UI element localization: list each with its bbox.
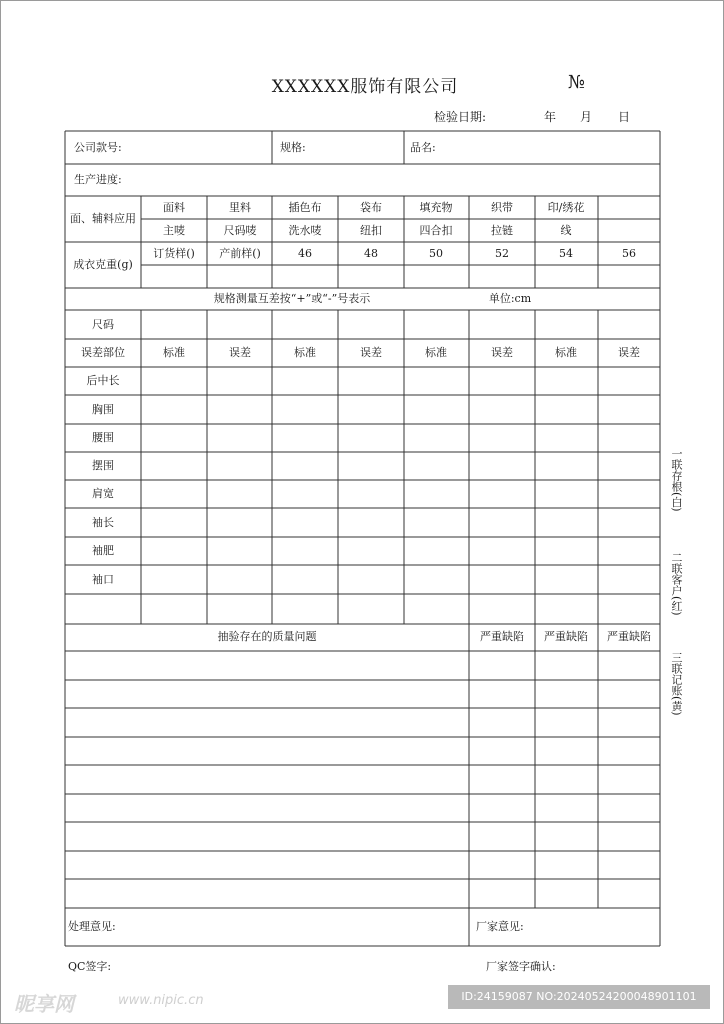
material-cell: 拉链	[491, 224, 513, 237]
material-cell: 四合扣	[419, 224, 453, 237]
handling-opinion-label: 处理意见:	[68, 920, 116, 933]
standard-header: 标准	[555, 346, 577, 359]
material-cell: 填充物	[419, 201, 453, 214]
material-cell: 线	[560, 224, 572, 237]
size-value: 56	[622, 247, 636, 260]
error-header: 误差	[618, 346, 640, 359]
material-cell: 主唛	[163, 224, 185, 237]
part-sleeve-length: 袖长	[92, 516, 114, 529]
order-sample-label: 订货样()	[153, 247, 195, 260]
factory-opinion-label: 厂家意见:	[476, 920, 524, 933]
unit-label: 单位:cm	[488, 292, 532, 305]
part-chest: 胸围	[92, 403, 114, 416]
severe-defect-header: 严重缺陷	[480, 630, 524, 643]
measurement-note: 规格测量互差按“+”或“-”号表示	[213, 292, 371, 305]
part-sleeve-width: 袖肥	[92, 544, 114, 557]
production-progress-label: 生产进度:	[74, 173, 122, 186]
garment-weight-label: 成衣克重(g)	[73, 258, 133, 271]
size-value: 54	[559, 247, 573, 260]
material-cell: 印/绣花	[547, 201, 585, 214]
error-header: 误差	[360, 346, 382, 359]
severe-defect-header: 严重缺陷	[607, 630, 651, 643]
date-year-label: 年	[544, 110, 557, 124]
standard-header: 标准	[163, 346, 185, 359]
error-header: 误差	[491, 346, 513, 359]
error-header: 误差	[229, 346, 251, 359]
materials-row-label: 面、辅料应用	[70, 212, 136, 225]
part-waist: 腰围	[92, 431, 114, 444]
material-cell: 袋布	[360, 201, 382, 214]
material-cell: 插色布	[288, 201, 322, 214]
severe-defect-header: 严重缺陷	[544, 630, 588, 643]
pre-production-sample-label: 产前样()	[219, 247, 261, 260]
material-cell: 纽扣	[360, 224, 382, 237]
watermark-url: www.nipic.cn	[118, 993, 204, 1008]
size-value: 46	[298, 247, 312, 260]
error-part-label: 误差部位	[81, 346, 125, 359]
part-back-length: 后中长	[86, 374, 120, 387]
company-title: XXXXXX服饰有限公司	[271, 77, 459, 97]
material-cell: 里料	[229, 201, 251, 214]
part-shoulder: 肩宽	[92, 487, 114, 500]
date-day-label: 日	[618, 110, 631, 124]
material-cell: 洗水唛	[288, 224, 322, 237]
inspection-date-label: 检验日期:	[434, 110, 487, 124]
quality-issues-title: 抽验存在的质量问题	[217, 630, 317, 643]
product-name-label: 品名:	[410, 141, 436, 154]
part-hem: 摆围	[92, 459, 114, 472]
standard-header: 标准	[294, 346, 316, 359]
material-cell: 织带	[491, 201, 513, 214]
watermark-logo: 昵享网	[14, 992, 74, 1016]
copy-label-accounting: 三联记账(黄)	[670, 652, 683, 716]
size-value: 52	[495, 247, 509, 260]
standard-header: 标准	[425, 346, 447, 359]
style-number-label: 公司款号:	[74, 141, 122, 154]
part-cuff: 袖口	[92, 573, 114, 586]
copy-label-stub: 一联存根(白)	[670, 448, 683, 512]
number-mark: №	[568, 72, 586, 93]
spec-label: 规格:	[280, 141, 306, 154]
copy-label-customer: 二联客户(红)	[670, 552, 683, 616]
size-value: 48	[364, 247, 378, 260]
factory-signature-label: 厂家签字确认:	[486, 960, 556, 973]
material-cell: 面料	[163, 201, 185, 214]
date-month-label: 月	[580, 110, 593, 124]
qc-signature-label: QC签字:	[68, 960, 112, 973]
image-id-bar: ID:24159087 NO:20240524200048901101	[448, 985, 710, 1009]
size-value: 50	[429, 247, 443, 260]
material-cell: 尺码唛	[223, 224, 257, 237]
size-label: 尺码	[92, 318, 114, 331]
